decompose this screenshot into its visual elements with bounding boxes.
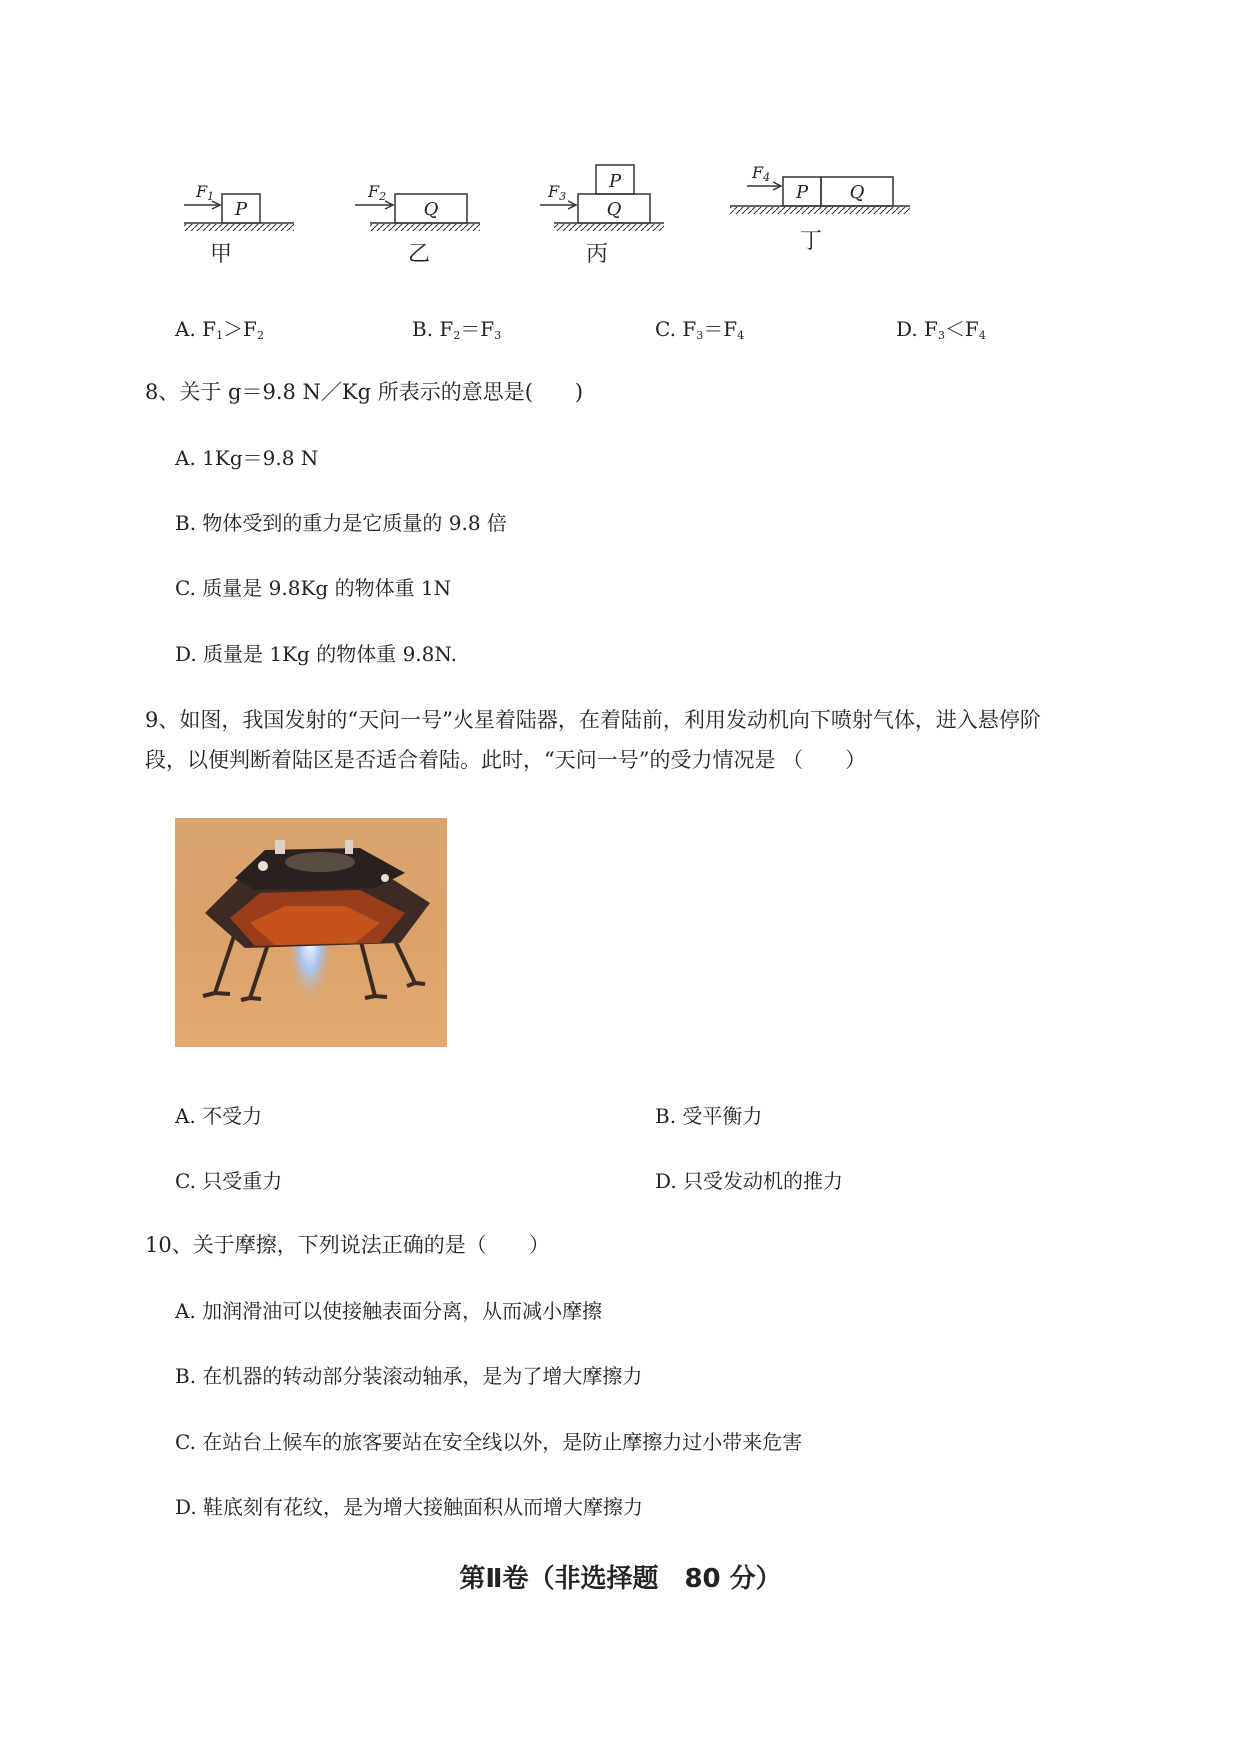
q10-option-c[interactable]: C. 在站台上候车的旅客要站在安全线以外，是防止摩擦力过小带来危害 <box>175 1430 803 1454</box>
diagram-bing <box>540 165 664 267</box>
q8-option-b[interactable]: B. 物体受到的重力是它质量的 9.8 倍 <box>175 511 507 535</box>
friction-diagram <box>170 150 930 280</box>
q7-option-a[interactable]: A. $F_1>F_2$ <box>175 317 264 342</box>
force-f3-label: F3 <box>548 182 567 203</box>
force-f1-label: F1 <box>196 182 215 203</box>
block-p-label: P <box>795 182 809 203</box>
q9-option-c[interactable]: C. 只受重力 <box>175 1169 283 1193</box>
block-q-label: Q <box>606 199 622 220</box>
force-f2-label: F2 <box>368 182 387 203</box>
q10-option-a[interactable]: A. 加润滑油可以使接触表面分离，从而减小摩擦 <box>175 1299 603 1323</box>
q7-option-c[interactable]: C. $F_3=F_4$ <box>655 317 745 342</box>
q10-option-d[interactable]: D. 鞋底刻有花纹，是为增大接触面积从而增大摩擦力 <box>175 1495 644 1519</box>
block-p-label: P <box>608 171 622 192</box>
q8-option-d[interactable]: D. 质量是 1Kg 的物体重 9.8N. <box>175 642 457 666</box>
q9-stem-line2: 段，以便判断着陆区是否适合着陆。此时，“天问一号”的受力情况是 （ ） <box>145 748 867 772</box>
block-p-label: P <box>234 199 248 220</box>
block-q-label: Q <box>849 182 865 203</box>
block-q-label: Q <box>423 199 439 220</box>
diagram-yi-label: 乙 <box>408 242 431 267</box>
q10-option-b[interactable]: B. 在机器的转动部分装滚动轴承，是为了增大摩擦力 <box>175 1364 643 1388</box>
q10-stem: 10、关于摩擦，下列说法正确的是（ ） <box>145 1233 550 1257</box>
diagram-ding <box>730 163 910 254</box>
q8-stem: 8、关于 g＝9.8 N／Kg 所表示的意思是( ) <box>145 380 584 404</box>
force-f4-label: F4 <box>752 163 771 184</box>
diagram-yi <box>355 182 480 267</box>
q7-option-b[interactable]: B. $F_2=F_3$ <box>412 317 502 342</box>
diagram-bing-label: 丙 <box>586 242 609 267</box>
diagram-ding-label: 丁 <box>800 229 823 254</box>
diagram-jia-label: 甲 <box>210 242 233 267</box>
q9-option-d[interactable]: D. 只受发动机的推力 <box>655 1169 844 1193</box>
lander-illustration <box>175 818 447 1047</box>
q9-option-a[interactable]: A. 不受力 <box>175 1104 263 1128</box>
q8-option-a[interactable]: A. 1Kg＝9.8 N <box>175 446 319 470</box>
q9-option-b[interactable]: B. 受平衡力 <box>655 1104 763 1128</box>
q9-stem-line1: 9、如图，我国发射的“天问一号”火星着陆器，在着陆前，利用发动机向下喷射气体，进入悬停阶 <box>145 708 1041 732</box>
diagram-jia <box>184 182 294 267</box>
q7-option-d[interactable]: D. $F_3<F_4$ <box>896 317 986 342</box>
q8-option-c[interactable]: C. 质量是 9.8Kg 的物体重 1N <box>175 576 452 600</box>
section-title: 第Ⅱ卷（非选择题 80 分） <box>459 1564 782 1594</box>
mars-lander-photo <box>175 818 447 1047</box>
